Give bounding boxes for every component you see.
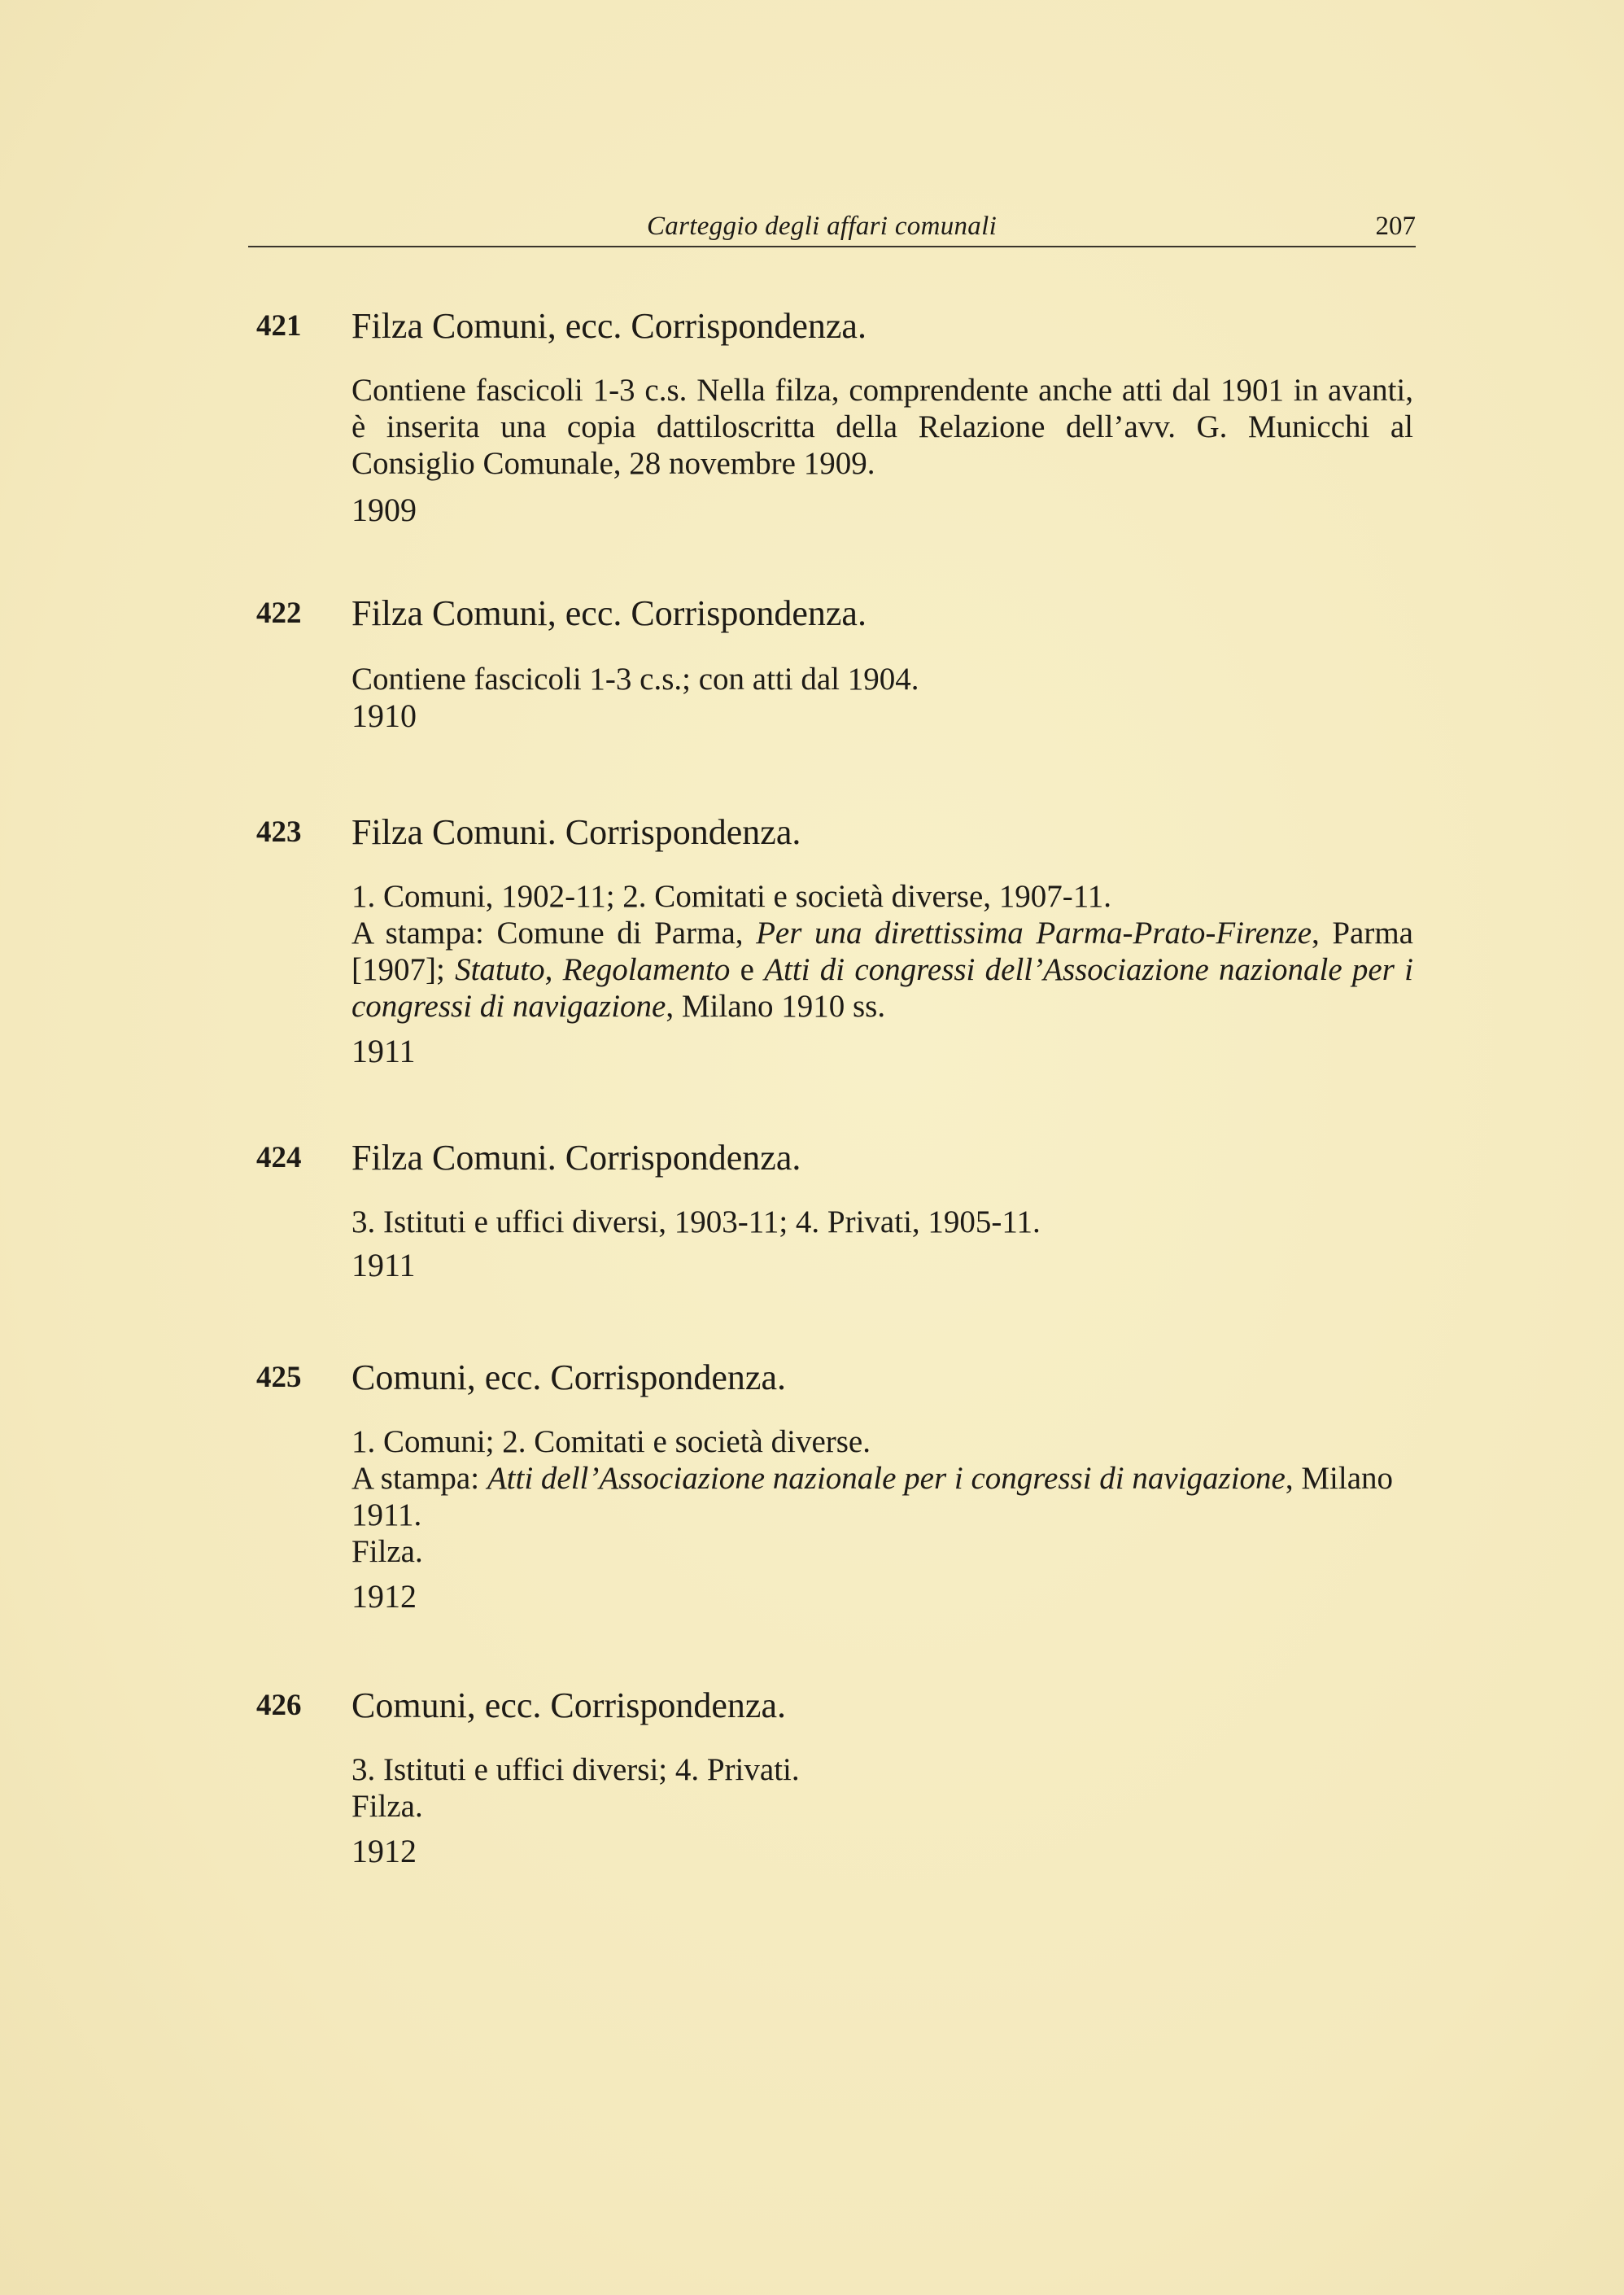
entry-body: [351, 878, 1413, 1069]
entry-year: 1909: [351, 492, 417, 528]
entry-body: [351, 372, 1413, 528]
stampa-title: Per una direttissima Parma-Prato-Firenze: [756, 916, 1312, 951]
entry-stampa: [351, 915, 1413, 1025]
entry-body: [351, 1423, 1413, 1615]
stampa-prefix: A stampa: Comune di Parma,: [351, 916, 757, 951]
entry-body: [351, 661, 1413, 734]
entry-contents: 3. Istituti e uffici diversi; 4. Privati.: [351, 1752, 800, 1787]
entry-number: 426: [256, 1689, 302, 1722]
stampa-suffix: , Milano 1910 ss.: [666, 989, 886, 1024]
entry-description: Contiene fascicoli 1-3 c.s. Nella filza, comprendente anche atti dal 1901 in avanti, è inserita una copia dattiloscritta della Relazione dell’avv. G. Municchi al Consiglio Comunale, 28 novembre 1909.: [351, 373, 1413, 481]
entry-contents: 1. Comuni; 2. Comitati e società diverse.: [351, 1424, 871, 1459]
entry-title: Filza Comuni. Corrispondenza.: [351, 1138, 801, 1178]
entry-filza: Filza.: [351, 1789, 423, 1824]
entry-year: 1911: [351, 1033, 416, 1069]
entry-stampa: [351, 1460, 1413, 1533]
entry-number: 425: [256, 1361, 302, 1394]
entry-number: 424: [256, 1141, 302, 1174]
entry-year: 1912: [351, 1833, 417, 1869]
entry-number: 421: [256, 309, 302, 343]
entry-title: Comuni, ecc. Corrispondenza.: [351, 1357, 786, 1397]
entry-title: Filza Comuni, ecc. Corrispondenza.: [351, 306, 867, 346]
entry-title: Comuni, ecc. Corrispondenza.: [351, 1685, 786, 1725]
entry-title: Filza Comuni. Corrispondenza.: [351, 812, 801, 852]
entry-year: 1910: [351, 697, 417, 734]
stampa-title: Atti dell’Associazione nazionale per i congressi di navigazione: [487, 1461, 1286, 1496]
stampa-text: e: [730, 952, 765, 987]
stampa-suffix: , Milano 1911.: [351, 1461, 1394, 1532]
entry-year: 1912: [351, 1578, 417, 1615]
entry-title: Filza Comuni, ecc. Corrispondenza.: [351, 593, 867, 633]
entry-description: Contiene fascicoli 1-3 c.s.; con atti dal 1904.: [351, 662, 919, 697]
stampa-title: Atti di congressi dell’Associazione nazionale per i congressi di navigazione: [351, 952, 1413, 1024]
entry-body: [351, 1751, 1413, 1869]
stampa-prefix: A stampa:: [351, 1461, 487, 1496]
entry-body: [351, 1204, 1413, 1283]
stampa-title: Statuto, Regolamento: [455, 952, 731, 987]
entry-contents: 1. Comuni, 1902-11; 2. Comitati e società diverse, 1907-11.: [351, 879, 1112, 914]
entry-filza: Filza.: [351, 1534, 423, 1569]
running-header: [248, 205, 1416, 247]
entry-description: 3. Istituti e uffici diversi, 1903-11; 4. Privati, 1905-11.: [351, 1204, 1041, 1239]
entry-number: 423: [256, 815, 302, 849]
stampa-text: , Parma [1907];: [351, 916, 1413, 987]
entry-number: 422: [256, 597, 302, 630]
page-number: 207: [1375, 212, 1416, 241]
running-title: Carteggio degli affari comunali: [647, 212, 998, 241]
entry-year: 1911: [351, 1247, 416, 1283]
